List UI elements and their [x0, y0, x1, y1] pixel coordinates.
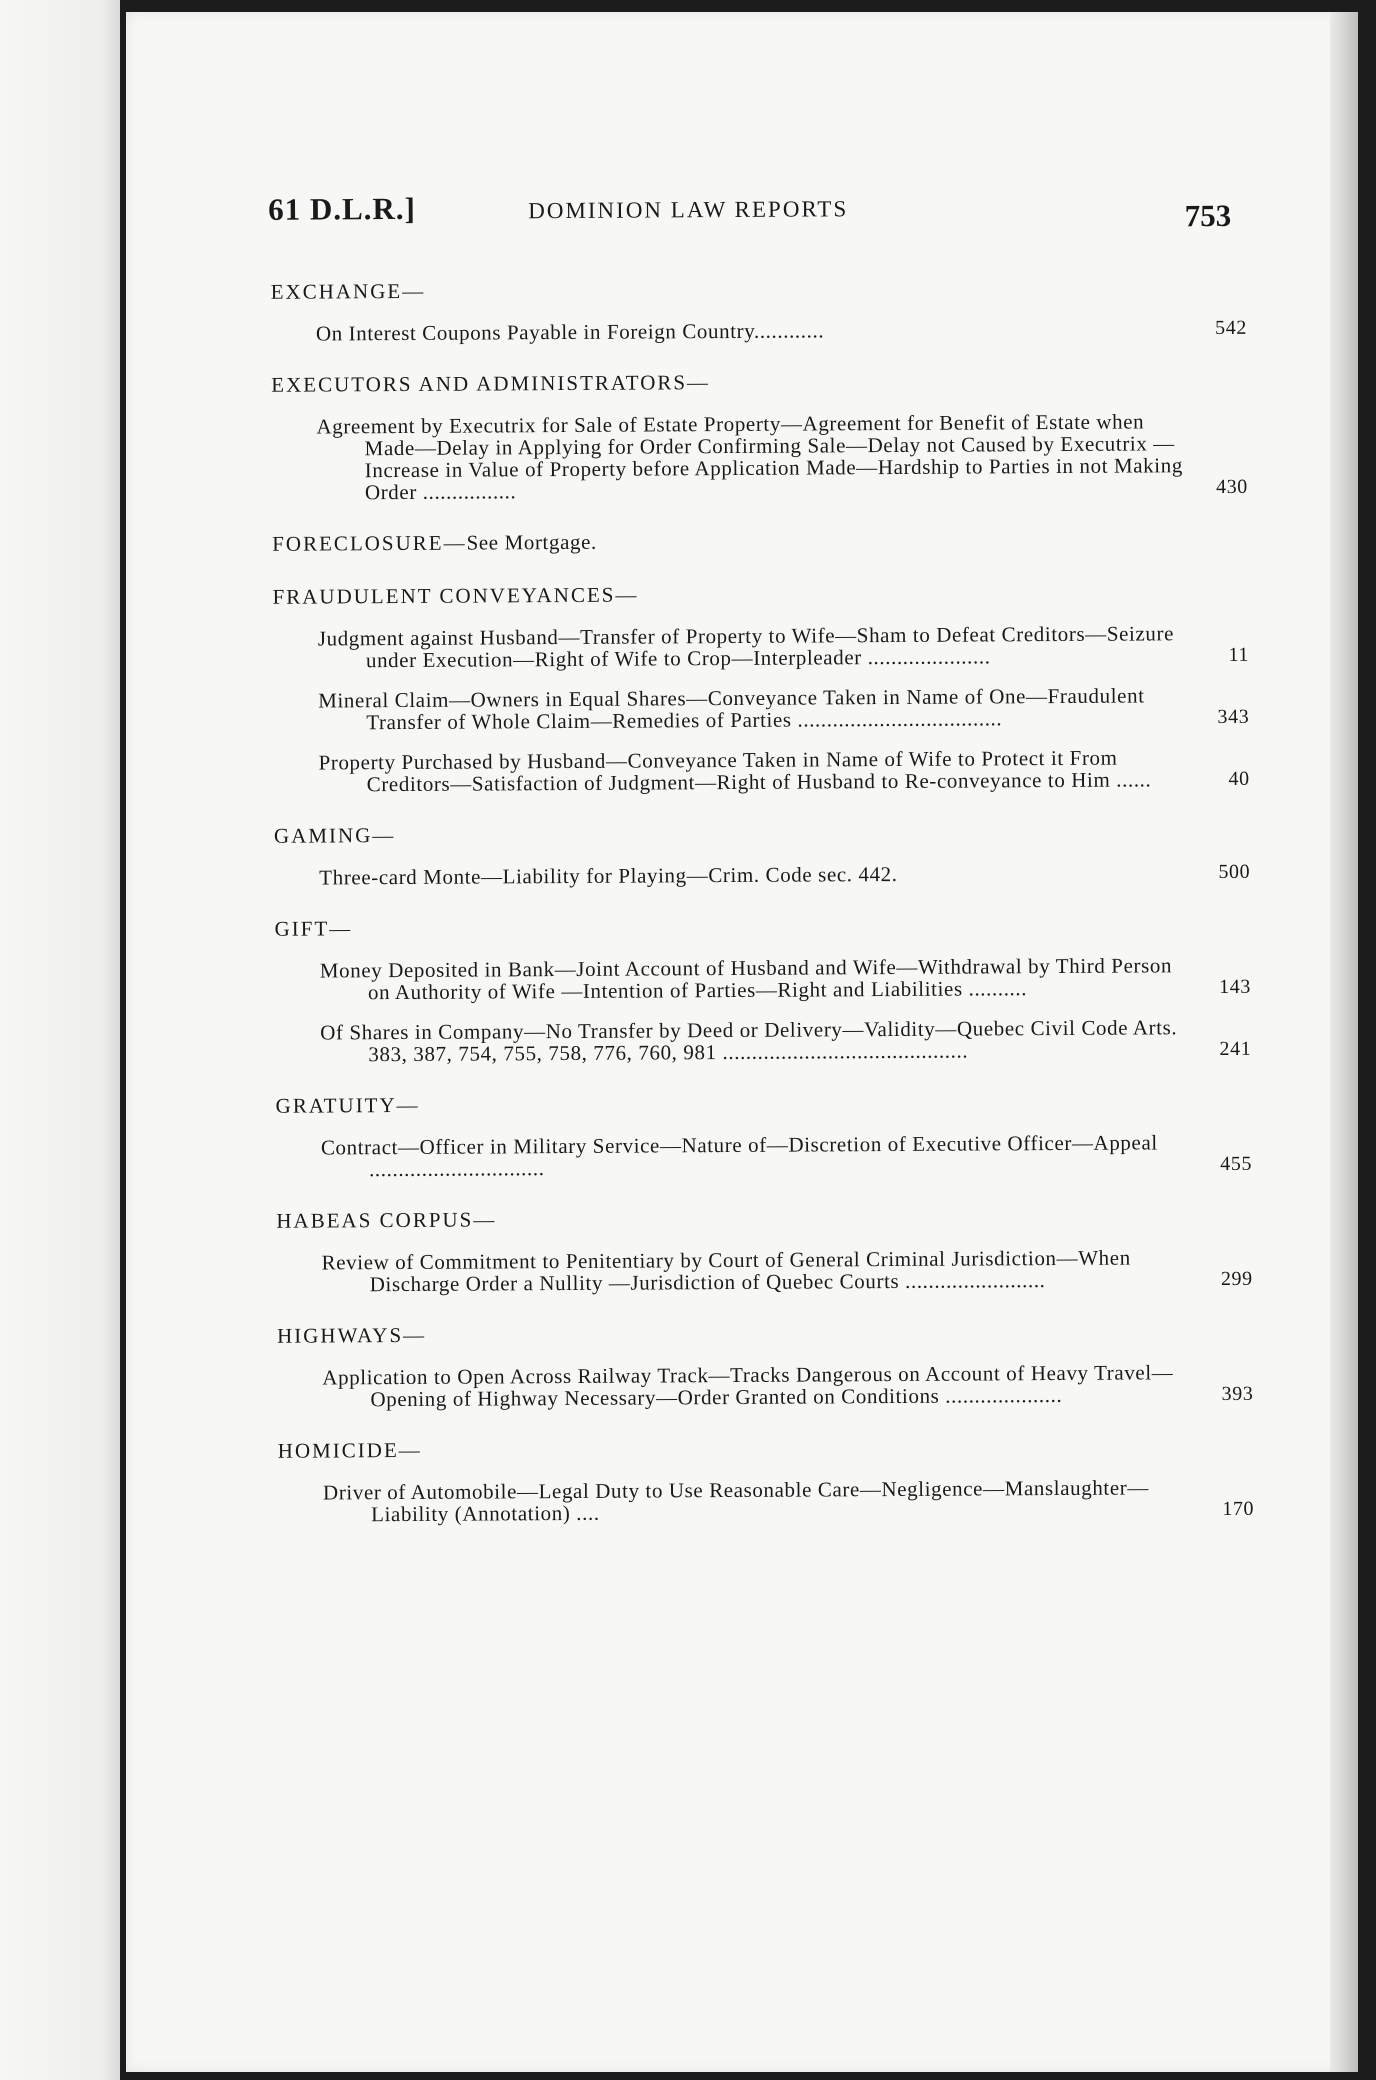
- entry-text: On Interest Coupons Payable in Foreign Country............: [315, 318, 825, 346]
- entry-page-number: 430: [1216, 475, 1248, 499]
- index-section: [246, 1433, 1255, 1526]
- index-sections: [239, 274, 1255, 1526]
- entry-text: Money Deposited in Bank—Joint Account of Husband and Wife—Withdrawal by Third Person on Authority of Wife —Intention of Parties—Right and Liabilities ..........: [319, 953, 1173, 1005]
- section-heading-text: HABEAS CORPUS—: [276, 1207, 497, 1233]
- index-section: [240, 579, 1249, 796]
- entry-page-number: 143: [1219, 975, 1252, 999]
- index-entry: [243, 954, 1251, 1004]
- entry-text: Judgment against Husband—Transfer of Property to Wife—Sham to Defeat Creditors—Seizure under Execution—Right of Wife to Crop—Interpleader .....................: [317, 621, 1175, 673]
- index-section: [239, 274, 1247, 345]
- section-heading-text: HIGHWAYS—: [276, 1322, 427, 1348]
- index-section: [240, 526, 1248, 557]
- index-entry: [243, 1016, 1251, 1066]
- section-heading: [245, 1318, 1253, 1349]
- section-heading: [242, 818, 1250, 849]
- index-entry: [245, 1246, 1253, 1296]
- section-heading-text: EXECUTORS AND ADMINISTRATORS—: [271, 370, 711, 397]
- index-section: [245, 1318, 1254, 1411]
- section-heading-text: FRAUDULENT CONVEYANCES—: [272, 582, 639, 609]
- section-heading-text: FORECLOSURE—: [272, 530, 467, 556]
- entry-text: Driver of Automobile—Legal Duty to Use Reasonable Care—Negligence—Manslaughter—Liability (Annotation) ....: [322, 1475, 1150, 1527]
- entry-body: [318, 745, 1250, 797]
- section-heading: [239, 367, 1247, 398]
- entry-text: Contract—Officer in Military Service—Nature of—Discretion of Executive Officer—Appeal ..............................: [320, 1130, 1158, 1182]
- index-entry: [241, 746, 1249, 796]
- index-entry: [242, 861, 1250, 889]
- adjacent-page-strip: [0, 0, 120, 2080]
- publication-title: DOMINION LAW REPORTS: [528, 196, 849, 224]
- volume-reference: 61 D.L.R.]: [268, 190, 417, 227]
- entry-page-number: 393: [1221, 1382, 1254, 1406]
- entry-body: [320, 1015, 1252, 1067]
- section-heading: [246, 1433, 1254, 1464]
- entry-body: [318, 683, 1250, 735]
- entry-page-number: 299: [1220, 1267, 1253, 1291]
- book-page: [126, 12, 1358, 2072]
- section-heading: [240, 526, 1248, 557]
- index-section: [244, 1203, 1253, 1296]
- entry-body: [322, 1360, 1254, 1412]
- entry-text: Review of Commitment to Penitentiary by Court of General Criminal Jurisdiction—When Discharge Order a Nullity —Jurisdiction of Quebec Courts ........................: [321, 1245, 1131, 1297]
- section-heading: [240, 579, 1248, 610]
- entry-page-number: 500: [1218, 860, 1251, 884]
- entry-body: [319, 953, 1252, 1005]
- entry-body: [321, 1245, 1253, 1297]
- page-content: [238, 176, 1254, 1526]
- entry-body: [322, 1475, 1255, 1527]
- section-heading-text: GAMING—: [273, 823, 396, 848]
- section-heading-text: EXCHANGE—: [270, 278, 426, 304]
- entry-page-number: 455: [1220, 1152, 1253, 1176]
- section-heading-text: HOMICIDE—: [277, 1437, 422, 1463]
- section-heading: [244, 1088, 1252, 1119]
- running-header: [238, 176, 1246, 252]
- entry-body: [319, 860, 1251, 890]
- cross-reference: See Mortgage.: [466, 529, 597, 555]
- entry-page-number: 241: [1219, 1037, 1252, 1061]
- entry-body: [320, 1130, 1253, 1182]
- index-section: [242, 911, 1251, 1066]
- page-edge: [1330, 12, 1358, 2072]
- index-entry: [245, 1361, 1253, 1411]
- section-heading: [239, 274, 1247, 305]
- page-number: 753: [1184, 197, 1232, 234]
- entry-text: Property Purchased by Husband—Conveyance Taken in Name of Wife to Protect it From Creditors—Satisfaction of Judgment—Right of Husband to Re-conveyance to Him ......: [318, 745, 1152, 797]
- index-entry: [241, 622, 1249, 672]
- index-section: [242, 818, 1250, 889]
- section-heading-text: GRATUITY—: [275, 1092, 420, 1118]
- entry-page-number: 40: [1228, 767, 1250, 790]
- entry-text: Agreement by Executrix for Sale of Estate Property—Agreement for Benefit of Estate when Made—Delay in Applying for Order Confirming Sale—Delay not Caused by Executrix —Increase in Value of Property before Application Made—Hardship to Parties in not Making Order ................: [316, 409, 1183, 505]
- entry-text: Application to Open Across Railway Track—Tracks Dangerous on Account of Heavy Travel—Opening of Highway Necessary—Order Granted on Conditions ....................: [322, 1360, 1174, 1412]
- index-entry: [241, 684, 1249, 734]
- entry-text: Three-card Monte—Liability for Playing—Crim. Code sec. 442.: [319, 861, 898, 890]
- entry-page-number: 343: [1217, 705, 1250, 729]
- index-entry: [239, 317, 1247, 345]
- entry-body: [317, 621, 1249, 673]
- entry-page-number: 11: [1228, 643, 1249, 666]
- entry-page-number: 542: [1215, 316, 1247, 340]
- index-entry: [244, 1131, 1252, 1181]
- index-entry: [239, 410, 1248, 504]
- entry-text: Of Shares in Company—No Transfer by Deed or Delivery—Validity—Quebec Civil Code Arts. 383, 387, 754, 755, 758, 776, 760, 981 ..........................................: [320, 1015, 1178, 1067]
- entry-text: Mineral Claim—Owners in Equal Shares—Conveyance Taken in Name of One—Fraudulent Transfer of Whole Claim—Remedies of Parties ...................................: [318, 683, 1145, 735]
- entry-body: [315, 316, 1247, 346]
- entry-page-number: 170: [1222, 1497, 1255, 1521]
- index-section: [244, 1088, 1253, 1181]
- index-entry: [246, 1476, 1254, 1526]
- index-section: [239, 367, 1248, 504]
- section-heading-text: GIFT—: [274, 916, 353, 941]
- section-heading: [244, 1203, 1252, 1234]
- entry-body: [316, 409, 1248, 505]
- section-heading: [242, 911, 1250, 942]
